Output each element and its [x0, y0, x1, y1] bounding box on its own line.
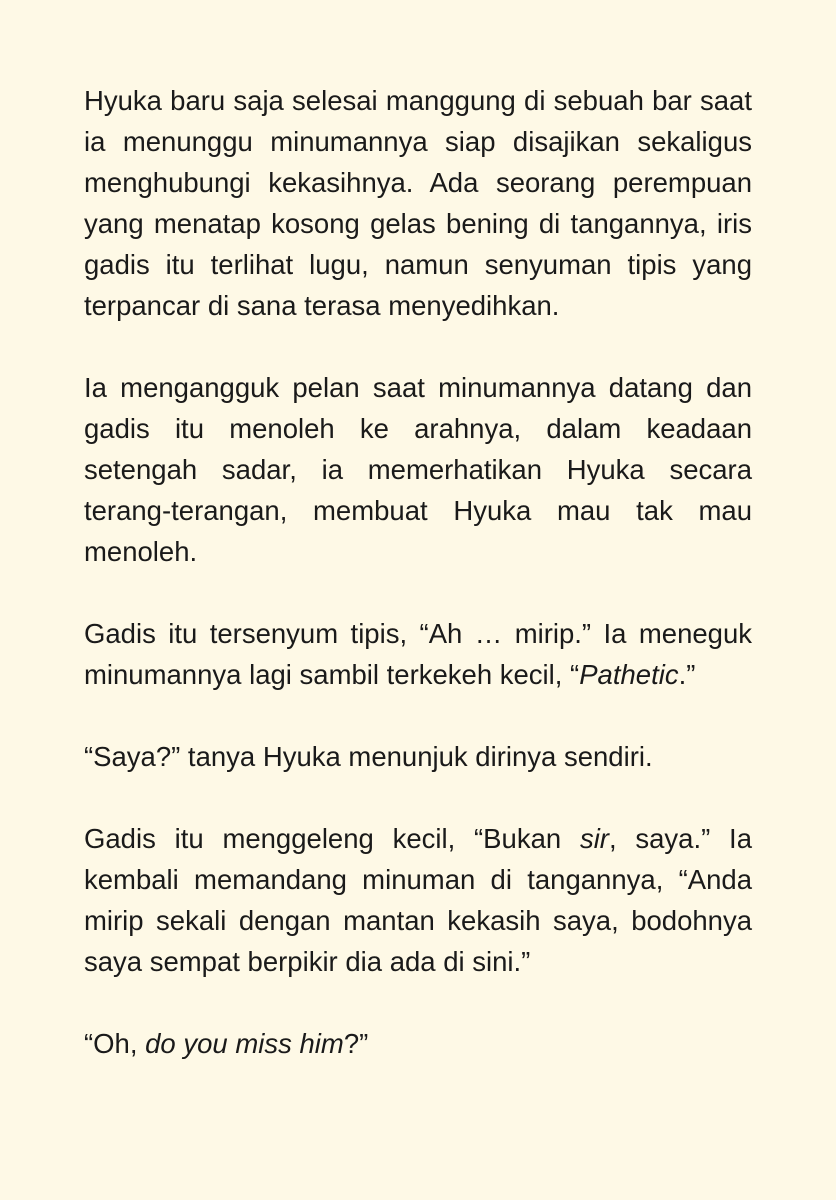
paragraph-2 — [84, 367, 752, 572]
paragraph-3 — [84, 613, 752, 695]
paragraph-1 — [84, 80, 752, 326]
paragraph-2-text: Ia mengangguk pelan saat minumannya datang dan gadis itu menoleh ke arahnya, dalam keadaan setengah sadar, ia memerhatikan Hyuka secara terang-terangan, membuat Hyuka mau tak mau menoleh. — [84, 372, 752, 567]
paragraph-5-text-a: Gadis itu menggeleng kecil, “Bukan — [84, 823, 580, 854]
paragraph-6-italic-question: do you miss him — [145, 1028, 344, 1059]
paragraph-4 — [84, 736, 752, 777]
paragraph-3-italic-pathetic: Pathetic — [579, 659, 679, 690]
paragraph-5 — [84, 818, 752, 982]
paragraph-6-text-a: “Oh, — [84, 1028, 146, 1059]
paragraph-5-italic-sir: sir — [579, 823, 609, 854]
paragraph-4-text: “Saya?” tanya Hyuka menunjuk dirinya sendiri. — [84, 741, 653, 772]
paragraph-6-text-b: ?” — [343, 1028, 369, 1059]
paragraph-5-text-b: , saya.” Ia kembali memandang minuman di tangannya, “Anda mirip sekali dengan mantan kekasih saya, bodohnya saya sempat berpikir dia ada di sini.” — [84, 823, 752, 977]
paragraph-1-text: Hyuka baru saja selesai manggung di sebuah bar saat ia menunggu minumannya siap disajikan sekaligus menghubungi kekasihnya. Ada seorang perempuan yang menatap kosong gelas bening di tangannya, iris gadis itu terlihat lugu, namun senyuman tipis yang terpancar di sana terasa menyedihkan. — [84, 85, 752, 321]
paragraph-3-text-a: Gadis itu tersenyum tipis, “Ah … mirip.” Ia meneguk minumannya lagi sambil terkekeh kecil, “ — [84, 618, 752, 690]
paragraph-6 — [84, 1023, 752, 1064]
paragraph-3-text-b: .” — [678, 659, 696, 690]
story-text — [84, 80, 752, 1064]
